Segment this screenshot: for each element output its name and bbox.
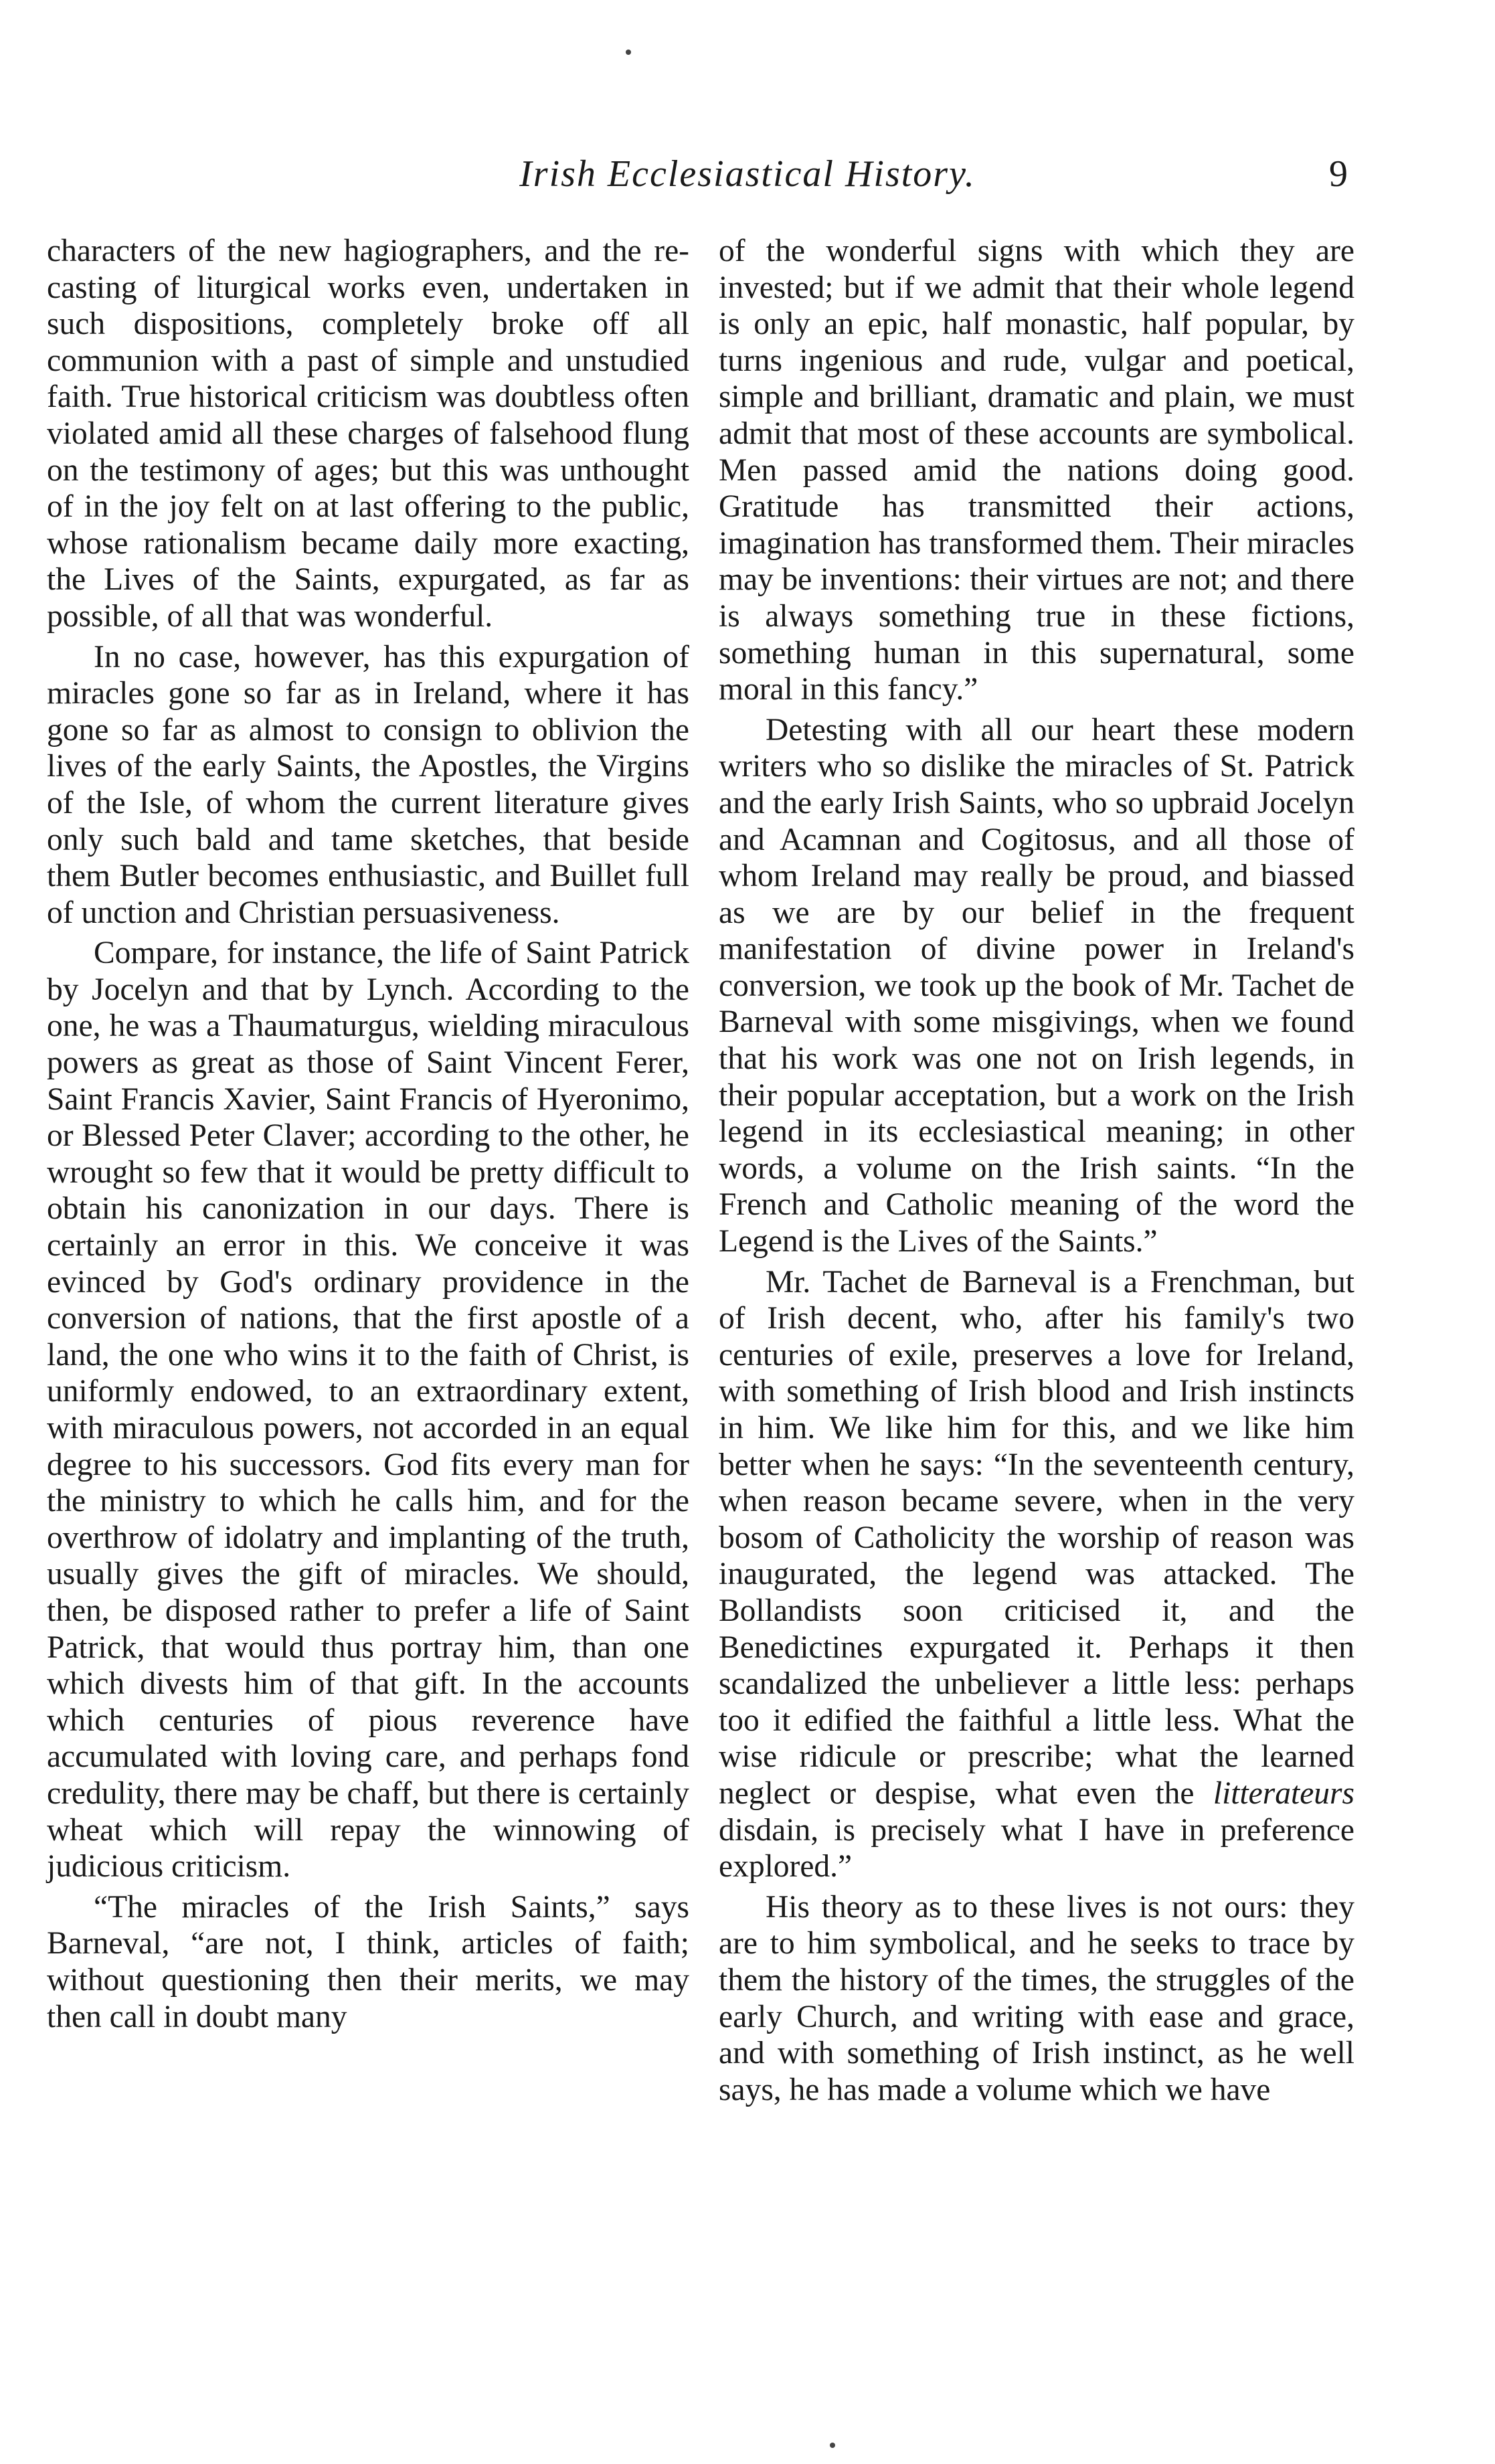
stray-ink-mark xyxy=(830,2443,835,2448)
paragraph-text: disdain, is precisely what I have in preference explored.” xyxy=(719,1812,1354,1884)
stray-ink-mark xyxy=(626,50,631,55)
paragraph xyxy=(719,1264,1354,1885)
italic-term: litterateurs xyxy=(1213,1775,1354,1811)
left-column xyxy=(47,233,689,2035)
running-title: Irish Ecclesiastical History. xyxy=(519,153,976,195)
paragraph: In no case, however, has this expurgation of miracles gone so far as in Ireland, where it has gone so far as almost to consign to oblivion the lives of the early Saints, the Apostles, the Virgins of the Isle, of whom the current literature gives only such bald and tame sketches, that beside them Butler becomes enthusiastic, and Buillet full of unction and Christian persuasiveness. xyxy=(47,639,689,930)
paragraph: Detesting with all our heart these modern writers who so dislike the miracles of St. Patrick and the early Irish Saints, who so upbraid Jocelyn and Acamnan and Cogitosus, and all those of whom Ireland may really be proud, and biassed as we are by our belief in the frequent manifestation of divine power in Ireland's conversion, we took up the book of Mr. Tachet de Barneval with some misgivings, when we found that his work was one not on Irish legends, in their popular acceptation, but a work on the Irish legend in its ecclesiastical meaning; in other words, a volume on the Irish saints. “In the French and Catholic meaning of the word the Legend is the Lives of the Saints.” xyxy=(719,712,1354,1259)
paragraph: His theory as to these lives is not ours: they are to him symbolical, and he seeks to trace by them the history of the times, the struggles of the early Church, and writing with ease and grace, and with something of Irish instinct, as he well says, he has made a volume which we have xyxy=(719,1889,1354,2107)
paragraph-text: Mr. Tachet de Barneval is a Frenchman, but of Irish decent, who, after his family's two centuries of exile, preserves a love for Ireland, with something of Irish blood and Irish instincts in him. We like him for this, and we like him better when he says: “In the seventeenth century, when reason became severe, when in the very bosom of Catholicity the worship of reason was inaugurated, the legend was attacked. The Bollandists soon criticised it, and the Benedictines expurgated it. Perhaps it then scandalized the unbeliever a little less: perhaps too it edified the faithful a little less. What the wise ridicule or prescribe; what the learned neglect or despise, what even the xyxy=(719,1264,1354,1811)
paragraph: of the wonderful signs with which they are invested; but if we admit that their whole legend is only an epic, half monastic, half popular, by turns ingenious and rude, vulgar and poetical, simple and brilliant, dramatic and plain, we must admit that most of these accounts are symbolical. Men passed amid the nations doing good. Gratitude has transmitted their actions, imagination has transformed them. Their miracles may be inventions: their virtues are not; and there is always something true in these fictions, something human in this supernatural, some moral in this fancy.” xyxy=(719,234,1354,707)
paragraph: characters of the new hagiographers, and the re-casting of liturgical works even, undertaken in such dispositions, completely broke off all communion with a past of simple and unstudied faith. True historical criticism was doubtless often violated amid all these charges of falsehood flung on the testimony of ages; but this was unthought of in the joy felt on at last offering to the public, whose rationalism became daily more exacting, the Lives of the Saints, expurgated, as far as possible, of all that was wonderful. xyxy=(47,234,689,634)
right-column xyxy=(719,233,1354,2108)
page-number: 9 xyxy=(1329,153,1348,195)
paragraph: Compare, for instance, the life of Saint Patrick by Jocelyn and that by Lynch. According to the one, he was a Thaumaturgus, wielding miraculous powers as great as those of Saint Vincent Ferer, Saint Francis Xavier, Saint Francis of Hyeronimo, or Blessed Peter Claver; according to the other, he wrought so few that it would be pretty difficult to obtain his canonization in our days. There is certainly an error in this. We conceive it was evinced by God's ordinary providence in the conversion of nations, that the first apostle of a land, the one who wins it to the faith of Christ, is uniformly endowed, to an extraordinary extent, with miraculous powers, not accorded in an equal degree to his successors. God fits every man for the ministry to which he calls him, and for the overthrow of idolatry and implanting of the truth, usually gives the gift of miracles. We should, then, be disposed rather to prefer a life of Saint Patrick, that would thus portray him, than one which divests him of that gift. In the accounts which centuries of pious reverence have accumulated with loving care, and perhaps fond credulity, there may be chaff, but there is certainly wheat which will repay the winnowing of judicious criticism. xyxy=(47,936,689,1884)
paragraph: “The miracles of the Irish Saints,” says Barneval, “are not, I think, articles of faith; without questioning then their merits, we may then call in doubt many xyxy=(47,1889,689,2034)
running-head xyxy=(0,153,1495,206)
